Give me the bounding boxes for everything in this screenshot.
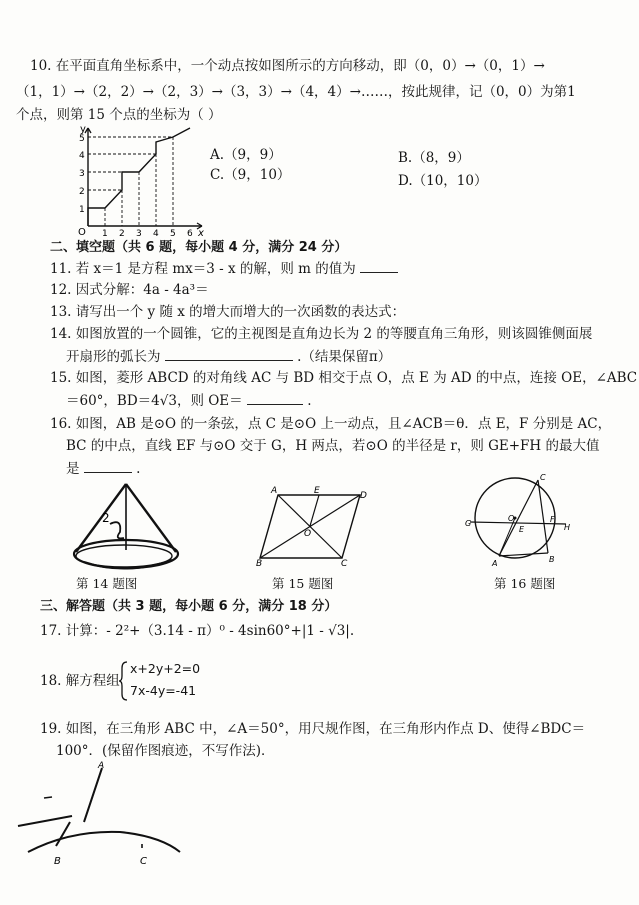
fig15-label-d: D [360, 491, 367, 501]
q10-line-2: （1，1）→（2，2）→（2，3）→（3，3）→（4，4）→……，按此规律，记（0，0）为第1 [16, 84, 576, 100]
q15-text-2: ＝60°，BD＝4√3，则 OE＝ [66, 393, 243, 409]
q10-y-tick-5: 5 [79, 134, 85, 144]
fig19-triangle [10, 760, 190, 880]
q15-tail: . [307, 393, 312, 409]
q17: 17. 计算：- 2²+（3.14 - π）⁰ - 4sin60°+|1 - √3|. [40, 623, 355, 639]
q13: 13. 请写出一个 y 随 x 的增大而增大的一次函数的表达式： [50, 304, 406, 320]
q16-line-2: BC 的中点，直线 EF 与⊙O 交于 G，H 两点，若⊙O 的半径是 r，则 GE+FH 的最大值 [66, 438, 600, 454]
q11 [50, 259, 398, 278]
fig19-label-b: B [54, 856, 61, 867]
fig16-label-e: E [519, 525, 525, 534]
section-2-header: 二、填空题（共 6 题，每小题 4 分，满分 24 分） [50, 240, 348, 255]
q16-line-3 [66, 459, 140, 478]
fig16-label-g: G [465, 519, 472, 528]
q16-line-1: 16. 如图，AB 是⊙O 的一条弦，点 C 是⊙O 上一动点，且∠ACB＝θ．点 E，F 分别是 AC， [50, 416, 612, 432]
q10-option-c[interactable]: C.（9，10） [210, 167, 291, 183]
q10-text-1: 在平面直角坐标系中，一个动点按如图所示的方向移动，即（0，0）→（0，1）→ [55, 58, 545, 74]
fig15-label-b: B [256, 559, 263, 566]
q11-text: 11. 若 x＝1 是方程 mx＝3 - x 的解，则 m 的值为 [50, 261, 356, 277]
q15-line-2 [66, 391, 312, 410]
q16-tail: . [136, 461, 141, 477]
fig14-side-label: 2 [102, 511, 110, 525]
fig16-label-f: F [550, 515, 555, 524]
q14-line-1: 14. 如图放置的一个圆锥，它的主视图是直角边长为 2 的等腰直角三角形，则该圆锥侧面展 [50, 326, 593, 342]
fig16-caption: 第 16 题图 [494, 576, 556, 591]
fig16-label-b: B [549, 555, 555, 564]
q10-x-tick-4: 4 [153, 229, 159, 236]
q16-text-3: 是 [66, 461, 80, 477]
q10-origin-label: O [78, 227, 86, 236]
section-3-header: 三、解答题（共 3 题，每小题 6 分，满分 18 分） [40, 599, 338, 614]
q10-x-tick-1: 1 [102, 229, 108, 236]
fig19-label-c: C [140, 856, 147, 867]
q15-answer-blank[interactable] [247, 391, 303, 405]
fig15-label-a: A [271, 486, 278, 496]
fig15-label-c: C [341, 559, 348, 566]
q18-brace [118, 660, 128, 702]
fig15-label-o: O [304, 529, 312, 539]
q10-x-tick-3: 3 [136, 229, 142, 236]
fig15-label-e: E [314, 486, 320, 496]
q16-answer-blank[interactable] [84, 459, 132, 473]
fig19-label-a: A [98, 761, 105, 771]
q18-equation-1: x+2y+2=0 [130, 661, 201, 676]
q19-line-1: 19. 如图，在三角形 ABC 中，∠A＝50°，用尺规作图，在三角形内作点 D、使得∠BDC＝ [40, 721, 586, 737]
q10-option-b[interactable]: B.（8，9） [398, 150, 470, 166]
q10-y-tick-2: 2 [79, 187, 85, 197]
fig15-caption: 第 15 题图 [272, 576, 334, 591]
q10-line-1 [30, 57, 545, 75]
q14-line-2 [66, 347, 391, 366]
q12: 12. 因式分解：4a - 4a³＝ [50, 282, 209, 298]
q18-equation-system [118, 660, 218, 704]
q10-step-graph [78, 124, 208, 236]
q10-x-tick-6: 6 [187, 229, 193, 236]
q14-text-2: 开扇形的弧长为 [66, 349, 161, 365]
q18-label: 18. 解方程组 [40, 673, 120, 689]
fig16-label-h: H [564, 523, 571, 532]
fig14-cone [62, 478, 192, 578]
fig16-label-a: A [492, 559, 498, 568]
q18-equation-2: 7x-4y=-41 [130, 683, 197, 698]
q15-line-1: 15. 如图，菱形 ABCD 的对角线 AC 与 BD 相交于点 O，点 E 为 AD 的中点，连接 OE，∠ABC [50, 370, 638, 386]
q10-x-tick-2: 2 [119, 229, 125, 236]
q10-y-tick-4: 4 [79, 151, 85, 161]
q14-answer-blank[interactable] [165, 347, 293, 361]
q14-tail: .（结果保留π） [297, 349, 392, 365]
q10-x-axis-label: x [198, 228, 204, 236]
q10-y-axis-label: y [80, 124, 86, 135]
q10-option-d[interactable]: D.（10，10） [398, 173, 488, 189]
q10-y-tick-1: 1 [79, 205, 85, 215]
fig16-label-o: O [508, 514, 515, 523]
fig15-rhombus [256, 486, 376, 566]
fig14-caption: 第 14 题图 [76, 576, 138, 591]
q10-option-a[interactable]: A.（9，9） [210, 147, 282, 163]
q19-line-2: 100°．(保留作图痕迹，不写作法)． [56, 743, 275, 759]
fig16-label-c: C [540, 474, 546, 482]
q10-x-tick-5: 5 [170, 229, 176, 236]
q10-number: 10. [30, 58, 52, 74]
fig16-circle [462, 474, 572, 569]
q10-line-3: 个点，则第 15 个点的坐标为（ ） [16, 107, 222, 123]
q11-answer-blank[interactable] [360, 259, 398, 273]
q10-y-tick-3: 3 [79, 169, 85, 179]
